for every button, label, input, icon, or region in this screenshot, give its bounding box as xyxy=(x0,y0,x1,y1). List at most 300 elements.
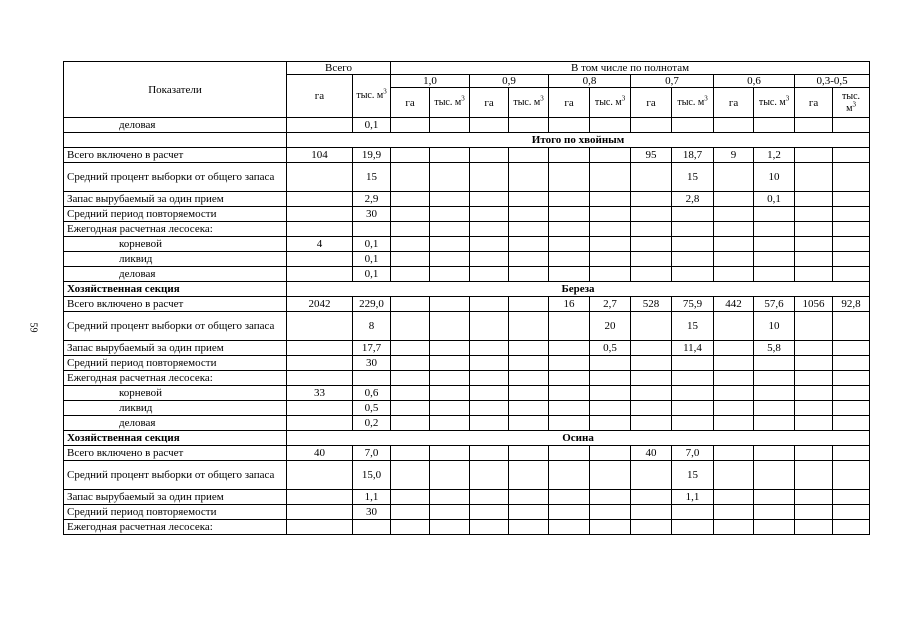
table-row xyxy=(64,371,870,386)
table-cell: 30 xyxy=(353,207,391,222)
row-label: деловая xyxy=(64,267,287,282)
header-indicators: Показатели xyxy=(64,62,287,118)
row-label: ликвид xyxy=(64,252,287,267)
table-cell xyxy=(833,192,870,207)
table-cell: 40 xyxy=(631,446,672,461)
forest-table xyxy=(63,61,870,535)
table-cell xyxy=(631,237,672,252)
table-cell xyxy=(631,520,672,535)
table-cell xyxy=(714,505,754,520)
table-cell xyxy=(833,356,870,371)
table-cell xyxy=(754,222,795,237)
table-cell xyxy=(590,118,631,133)
table-cell: 0,2 xyxy=(353,416,391,431)
row-label: Запас вырубаемый за один прием xyxy=(64,192,287,207)
table-cell xyxy=(714,401,754,416)
table-cell xyxy=(509,505,549,520)
table-row xyxy=(64,148,870,163)
table-cell xyxy=(833,371,870,386)
table-cell xyxy=(509,252,549,267)
table-cell xyxy=(795,416,833,431)
table-cell xyxy=(287,371,353,386)
section-label xyxy=(64,133,287,148)
row-label: Всего включено в расчет xyxy=(64,297,287,312)
table-cell xyxy=(470,446,509,461)
table-cell xyxy=(833,207,870,222)
header-density-2: 0,8 xyxy=(549,75,631,88)
table-cell xyxy=(391,446,430,461)
table-cell xyxy=(833,252,870,267)
table-cell xyxy=(590,207,631,222)
table-cell xyxy=(833,461,870,490)
table-cell: 2,9 xyxy=(353,192,391,207)
table-cell xyxy=(430,312,470,341)
table-cell: 2,8 xyxy=(672,192,714,207)
table-cell xyxy=(754,267,795,282)
table-cell xyxy=(795,520,833,535)
table-cell xyxy=(795,252,833,267)
table-row xyxy=(64,252,870,267)
table-cell xyxy=(714,386,754,401)
header-density-5: 0,3-0,5 xyxy=(795,75,870,88)
table-cell xyxy=(391,163,430,192)
table-cell xyxy=(754,207,795,222)
table-cell xyxy=(631,416,672,431)
table-cell xyxy=(391,461,430,490)
table-cell xyxy=(795,446,833,461)
row-label: Средний процент выборки от общего запаса xyxy=(64,163,287,192)
table-cell xyxy=(549,237,590,252)
header-density-volume: тыс. $м^3$ xyxy=(754,88,795,118)
table-cell xyxy=(391,401,430,416)
table-cell xyxy=(391,312,430,341)
header-total-ha: га xyxy=(287,75,353,118)
table-cell xyxy=(509,386,549,401)
table-cell xyxy=(833,446,870,461)
table-cell xyxy=(287,461,353,490)
table-cell xyxy=(287,118,353,133)
table-cell xyxy=(509,356,549,371)
table-cell xyxy=(470,237,509,252)
table-cell xyxy=(631,207,672,222)
row-label: Средний процент выборки от общего запаса xyxy=(64,461,287,490)
table-cell xyxy=(509,520,549,535)
header-density-ha: га xyxy=(391,88,430,118)
table-cell xyxy=(549,252,590,267)
table-cell xyxy=(714,371,754,386)
table-cell: 0,5 xyxy=(353,401,391,416)
table-cell xyxy=(590,446,631,461)
table-cell xyxy=(714,237,754,252)
table-cell xyxy=(391,222,430,237)
table-cell xyxy=(631,386,672,401)
table-cell xyxy=(430,520,470,535)
table-cell xyxy=(631,163,672,192)
table-cell xyxy=(833,267,870,282)
row-label: Ежегодная расчетная лесосека: xyxy=(64,371,287,386)
header-density-ha: га xyxy=(795,88,833,118)
table-cell xyxy=(391,237,430,252)
row-label: Всего включено в расчет xyxy=(64,446,287,461)
table-cell xyxy=(833,312,870,341)
table-cell: 5,8 xyxy=(754,341,795,356)
table-cell xyxy=(714,267,754,282)
table-cell xyxy=(714,207,754,222)
table-cell xyxy=(714,520,754,535)
table-cell xyxy=(509,237,549,252)
table-cell xyxy=(430,386,470,401)
table-cell xyxy=(754,520,795,535)
table-cell xyxy=(549,148,590,163)
table-cell: 30 xyxy=(353,356,391,371)
table-cell xyxy=(631,222,672,237)
table-cell xyxy=(833,386,870,401)
table-cell xyxy=(287,520,353,535)
table-cell xyxy=(672,505,714,520)
table-row xyxy=(64,461,870,490)
table-row xyxy=(64,192,870,207)
table-cell: 1056 xyxy=(795,297,833,312)
header-density-volume: тыс. $м^3$ xyxy=(430,88,470,118)
table-cell xyxy=(549,371,590,386)
table-cell xyxy=(590,416,631,431)
table-cell xyxy=(754,237,795,252)
table-cell xyxy=(549,341,590,356)
table-cell xyxy=(430,118,470,133)
header-density-volume: тыс. $м^3$ xyxy=(672,88,714,118)
table-cell xyxy=(509,148,549,163)
table-cell xyxy=(795,222,833,237)
table-cell: 0,1 xyxy=(353,118,391,133)
table-cell xyxy=(833,416,870,431)
table-cell: 15 xyxy=(672,163,714,192)
table-cell: 0,1 xyxy=(353,237,391,252)
table-cell xyxy=(590,371,631,386)
table-cell xyxy=(631,356,672,371)
table-cell: 1,1 xyxy=(353,490,391,505)
table-row xyxy=(64,446,870,461)
table-cell: 95 xyxy=(631,148,672,163)
section-row xyxy=(64,431,870,446)
table-cell xyxy=(549,386,590,401)
table-cell xyxy=(714,356,754,371)
table-cell xyxy=(795,192,833,207)
table-cell: 30 xyxy=(353,505,391,520)
table-cell xyxy=(754,490,795,505)
table-cell xyxy=(590,520,631,535)
table-cell xyxy=(430,416,470,431)
table-cell xyxy=(754,416,795,431)
table-cell xyxy=(470,505,509,520)
table-cell: 0,1 xyxy=(754,192,795,207)
table-cell xyxy=(353,371,391,386)
table-cell xyxy=(833,490,870,505)
header-density-volume: тыс. $м^3$ xyxy=(833,88,870,118)
table-cell xyxy=(672,356,714,371)
table-cell xyxy=(470,386,509,401)
table-cell xyxy=(795,401,833,416)
table-cell xyxy=(590,356,631,371)
table-cell xyxy=(754,386,795,401)
table-cell xyxy=(470,297,509,312)
table-cell xyxy=(391,207,430,222)
table-cell: 0,5 xyxy=(590,341,631,356)
table-cell xyxy=(754,252,795,267)
table-cell: 15 xyxy=(353,163,391,192)
table-cell xyxy=(391,520,430,535)
table-cell: 4 xyxy=(287,237,353,252)
table-cell xyxy=(754,371,795,386)
table-cell xyxy=(470,371,509,386)
table-row xyxy=(64,490,870,505)
table-cell xyxy=(287,341,353,356)
table-cell xyxy=(391,148,430,163)
table-cell xyxy=(509,446,549,461)
header-density-ha: га xyxy=(549,88,590,118)
table-cell xyxy=(590,222,631,237)
header-density-ha: га xyxy=(714,88,754,118)
table-cell xyxy=(470,490,509,505)
table-cell xyxy=(391,118,430,133)
table-body xyxy=(64,118,870,535)
table-cell xyxy=(795,386,833,401)
table-cell xyxy=(795,461,833,490)
section-label: Хозяйственная секция xyxy=(64,431,287,446)
table-cell xyxy=(430,401,470,416)
table-cell xyxy=(672,416,714,431)
table-cell xyxy=(391,297,430,312)
table-cell xyxy=(833,148,870,163)
table-cell xyxy=(430,341,470,356)
table-cell xyxy=(509,267,549,282)
table-cell: 9 xyxy=(714,148,754,163)
table-row xyxy=(64,520,870,535)
row-label: деловая xyxy=(64,416,287,431)
header-density-4: 0,6 xyxy=(714,75,795,88)
table-cell xyxy=(631,461,672,490)
header-density-ha: га xyxy=(470,88,509,118)
row-label: деловая xyxy=(64,118,287,133)
table-cell xyxy=(430,490,470,505)
table-cell xyxy=(754,446,795,461)
table-cell xyxy=(714,461,754,490)
table-cell: 75,9 xyxy=(672,297,714,312)
table-cell xyxy=(549,505,590,520)
table-cell xyxy=(549,163,590,192)
table-row xyxy=(64,356,870,371)
table-cell xyxy=(287,416,353,431)
table-cell xyxy=(391,341,430,356)
table-cell xyxy=(672,222,714,237)
table-cell xyxy=(391,267,430,282)
table-cell xyxy=(509,416,549,431)
table-cell xyxy=(714,341,754,356)
table-cell xyxy=(287,401,353,416)
row-label: Средний период повторяемости xyxy=(64,207,287,222)
table-cell xyxy=(430,371,470,386)
table-cell xyxy=(590,505,631,520)
header-density-0: 1,0 xyxy=(391,75,470,88)
table-cell xyxy=(287,505,353,520)
table-cell xyxy=(470,163,509,192)
table-cell xyxy=(287,222,353,237)
table-cell xyxy=(549,207,590,222)
table-cell xyxy=(391,371,430,386)
table-cell xyxy=(430,356,470,371)
table-cell: 7,0 xyxy=(353,446,391,461)
table-cell xyxy=(714,252,754,267)
table-cell xyxy=(590,148,631,163)
table-cell: 92,8 xyxy=(833,297,870,312)
table-cell xyxy=(470,148,509,163)
table-cell xyxy=(509,371,549,386)
table-cell xyxy=(590,401,631,416)
table-cell xyxy=(430,252,470,267)
row-label: корневой xyxy=(64,237,287,252)
section-row xyxy=(64,133,870,148)
row-label: Средний период повторяемости xyxy=(64,356,287,371)
table-cell xyxy=(714,446,754,461)
table-cell xyxy=(590,237,631,252)
table-cell xyxy=(470,401,509,416)
table-cell xyxy=(549,490,590,505)
table-cell xyxy=(549,222,590,237)
table-cell xyxy=(795,312,833,341)
table-cell xyxy=(470,192,509,207)
table-cell xyxy=(590,461,631,490)
table-row xyxy=(64,267,870,282)
table-cell xyxy=(430,297,470,312)
table-cell xyxy=(714,222,754,237)
table-cell xyxy=(672,371,714,386)
table-cell xyxy=(754,401,795,416)
table-cell xyxy=(631,252,672,267)
table-cell: 229,0 xyxy=(353,297,391,312)
table-cell xyxy=(754,118,795,133)
table-cell xyxy=(833,222,870,237)
page-number: 59 xyxy=(27,322,39,333)
table-cell xyxy=(795,267,833,282)
table-cell xyxy=(672,237,714,252)
table-header xyxy=(64,62,870,118)
table-cell xyxy=(391,416,430,431)
table-cell: 57,6 xyxy=(754,297,795,312)
table-cell xyxy=(714,192,754,207)
table-cell xyxy=(509,192,549,207)
table-cell xyxy=(631,371,672,386)
table-cell: 7,0 xyxy=(672,446,714,461)
row-label: Средний период повторяемости xyxy=(64,505,287,520)
table-cell xyxy=(714,312,754,341)
header-density-1: 0,9 xyxy=(470,75,549,88)
section-row xyxy=(64,282,870,297)
row-label: Ежегодная расчетная лесосека: xyxy=(64,222,287,237)
table-cell xyxy=(287,252,353,267)
table-cell xyxy=(714,490,754,505)
table-cell xyxy=(470,461,509,490)
table-cell: 19,9 xyxy=(353,148,391,163)
table-cell xyxy=(714,163,754,192)
table-cell: 17,7 xyxy=(353,341,391,356)
table-cell xyxy=(391,490,430,505)
table-cell xyxy=(430,446,470,461)
table-cell xyxy=(287,356,353,371)
table-cell: 0,1 xyxy=(353,252,391,267)
table-cell xyxy=(590,490,631,505)
table-cell xyxy=(470,341,509,356)
table-cell: 0,6 xyxy=(353,386,391,401)
table-cell xyxy=(509,401,549,416)
table-cell xyxy=(509,490,549,505)
row-label: Средний процент выборки от общего запаса xyxy=(64,312,287,341)
table-cell xyxy=(549,312,590,341)
table-cell xyxy=(430,505,470,520)
table-cell xyxy=(672,207,714,222)
table-cell xyxy=(287,207,353,222)
table-cell: 18,7 xyxy=(672,148,714,163)
row-label: корневой xyxy=(64,386,287,401)
table-cell xyxy=(430,207,470,222)
table-cell xyxy=(470,222,509,237)
table-cell xyxy=(631,401,672,416)
table-cell xyxy=(795,371,833,386)
header-density-3: 0,7 xyxy=(631,75,714,88)
table-cell xyxy=(430,461,470,490)
table-cell xyxy=(470,416,509,431)
table-cell: 33 xyxy=(287,386,353,401)
table-cell xyxy=(549,192,590,207)
header-density-ha: га xyxy=(631,88,672,118)
table-cell xyxy=(795,163,833,192)
table-cell xyxy=(509,341,549,356)
section-title: Итого по хвойным xyxy=(287,133,870,148)
table-cell xyxy=(795,356,833,371)
table-cell xyxy=(287,490,353,505)
table-cell: 10 xyxy=(754,163,795,192)
table-row xyxy=(64,163,870,192)
table-cell xyxy=(631,267,672,282)
table-cell xyxy=(287,267,353,282)
section-label: Хозяйственная секция xyxy=(64,282,287,297)
table-cell xyxy=(631,341,672,356)
table-cell xyxy=(631,192,672,207)
table-cell xyxy=(509,163,549,192)
table-cell xyxy=(590,192,631,207)
table-cell xyxy=(631,118,672,133)
table-cell xyxy=(672,386,714,401)
table-cell xyxy=(795,118,833,133)
table-cell xyxy=(833,237,870,252)
row-label: Всего включено в расчет xyxy=(64,148,287,163)
table-cell: 528 xyxy=(631,297,672,312)
table-cell xyxy=(795,237,833,252)
row-label: Запас вырубаемый за один прием xyxy=(64,341,287,356)
table-cell xyxy=(353,222,391,237)
table-cell xyxy=(714,416,754,431)
table-cell xyxy=(833,341,870,356)
table-cell xyxy=(672,118,714,133)
table-row xyxy=(64,237,870,252)
table-cell xyxy=(287,192,353,207)
table-cell xyxy=(470,312,509,341)
table-cell xyxy=(430,237,470,252)
section-title: Осина xyxy=(287,431,870,446)
table-cell xyxy=(391,356,430,371)
table-cell xyxy=(509,222,549,237)
table-cell: 10 xyxy=(754,312,795,341)
table-cell xyxy=(549,461,590,490)
table-cell: 442 xyxy=(714,297,754,312)
